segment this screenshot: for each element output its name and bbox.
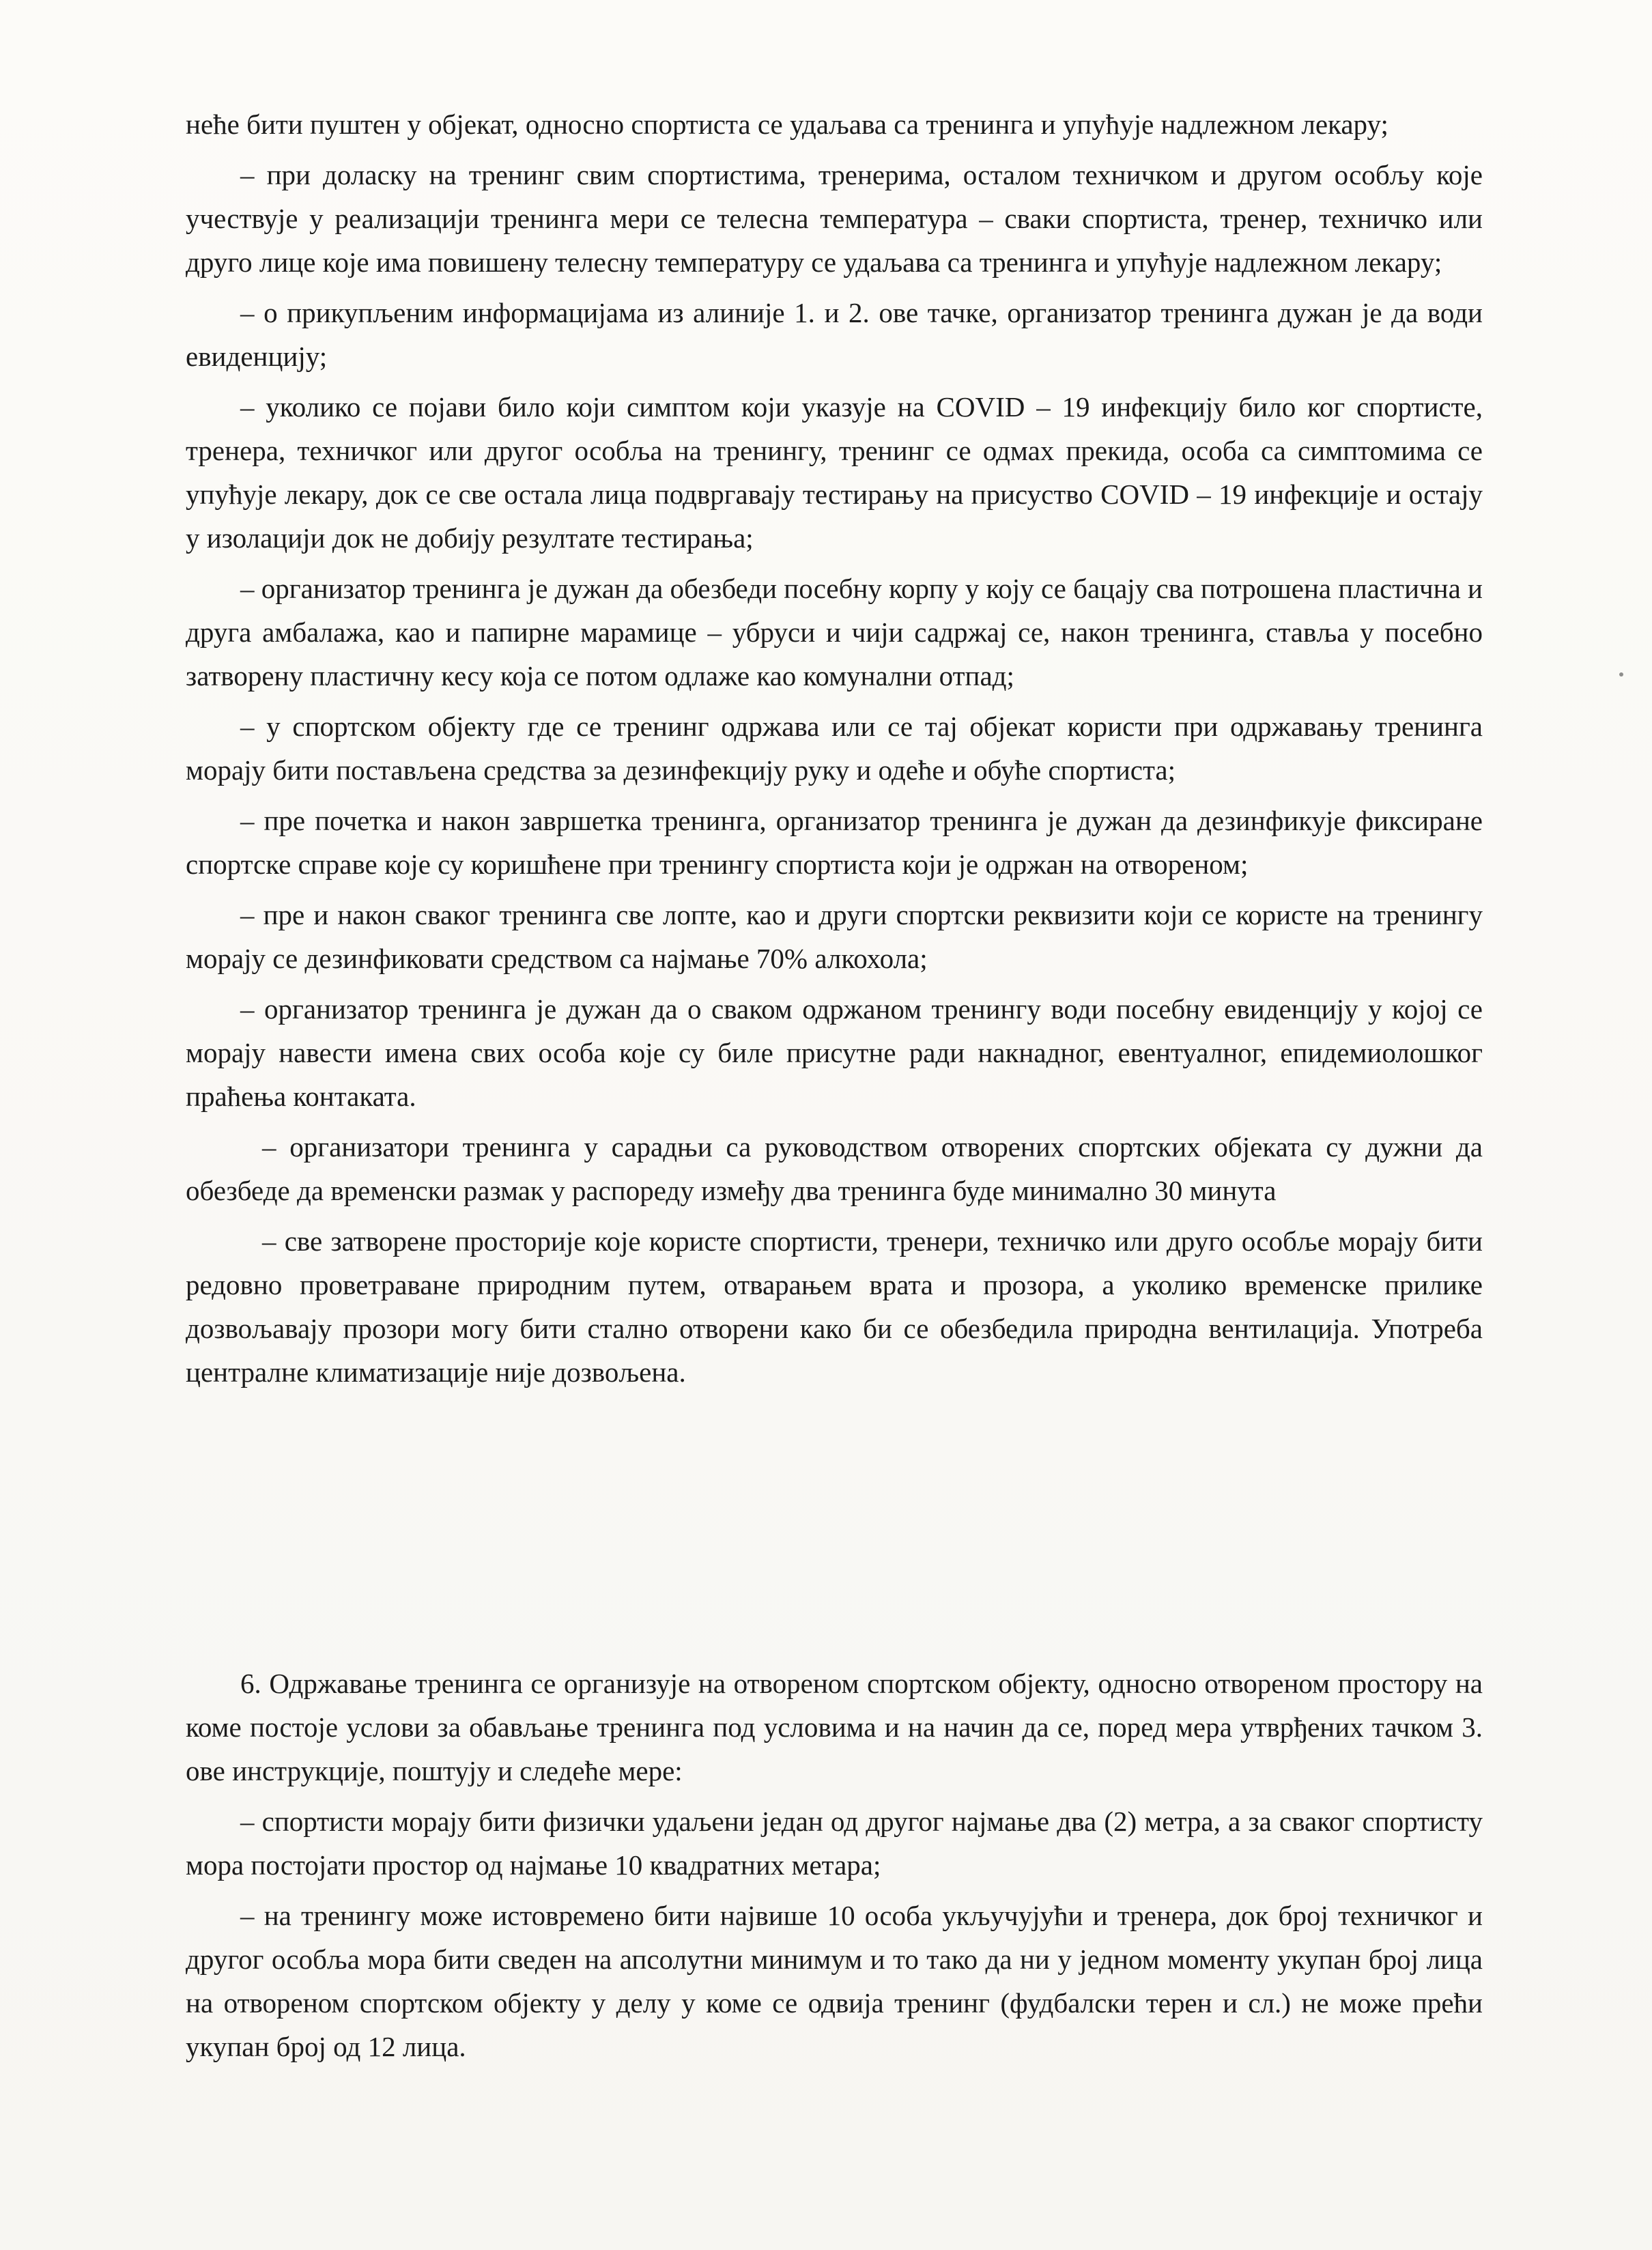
scan-speck [1619, 672, 1623, 677]
paragraph-ventilation: – све затворене просторије које користе спортисти, тренери, техничко или друго особље морају бити редовно проветраване природним путем, отварањем врата и прозора, а уколико временске прилике дозвољавају прозори могу бити стално отворени како би се обезбедила природна вентилација. Употреба централне климатизације није дозвољена. [186, 1225, 1483, 1388]
paragraph-records: – о прикупљеним информацијама из алиније 1. и 2. ове тачке, организатор тренинга дужан је да води евиденцију; [186, 297, 1483, 372]
paragraph-covid-symptoms: – уколико се појави било који симптом који указује на COVID – 19 инфекцију било ког спортисте, тренера, техничког или другог особља на тренингу, тренинг се одмах прекида, особа са симптомима се упућује лекару, док се све остала лица подвргавају тестирању на присуство COVID – 19 инфекције и остају у изолацији док не добију резултате тестирања; [186, 391, 1483, 554]
paragraph-balls-disinfection: – пре и након сваког тренинга све лопте, као и други спортски реквизити који се користе на тренингу морају се дезинфиковати средством са најмање 70% алкохола; [186, 899, 1483, 974]
section-outdoor-training [186, 1662, 1483, 2075]
paragraph-intro-continuation: неће бити пуштен у објекат, односно спортиста се удаљава са тренинга и упућује надлежном лекару; [186, 109, 1388, 140]
paragraph-distance: – спортисти морају бити физички удаљени један од другог најмање два (2) метра, а за сваког спортисту мора постојати простор од најмање 10 квадратних метара; [186, 1806, 1483, 1881]
paragraph-waste-basket: – организатор тренинга је дужан да обезбеди посебну корпу у коју се бацају сва потрошена пластична и друга амбалажа, као и папирне марамице – убруси и чији садржај се, након тренинга, ставља у посебно затворену пластичну кесу која се потом одлаже као комунални отпад; [186, 573, 1483, 692]
paragraph-attendance-records: – организатор тренинга је дужан да о сваком одржаном тренингу води посебну евиденцију у којој се морају навести имена свих особа које су биле присутне ради накнадног, евентуалног, епидемиолошког праћења контаката. [186, 993, 1483, 1112]
paragraph-point-6: 6. Одржавање тренинга се организује на отвореном спортском објекту, односно отвореном простору на коме постоје услови за обављање тренинга под условима и на начин да се, поред мера утврђених тачком 3. ове инструкције, поштују и следеће мере: [186, 1668, 1483, 1786]
paragraph-equipment-disinfection: – пре почетка и након завршетка тренинга, организатор тренинга је дужан да дезинфикује фиксиране спортске справе које су коришћене при тренингу спортиста који је одржан на отвореном; [186, 805, 1483, 880]
section-hygiene-measures [186, 102, 1483, 1401]
paragraph-temperature-check: – при доласку на тренинг свим спортистима, тренерима, осталом техничком и другом особљу које учествује у реализацији тренинга мери се телесна температура – сваки спортиста, тренер, техничко или друго лице које има повишену телесну температуру се удаљава са тренинга и упућује надлежном лекару; [186, 159, 1483, 278]
paragraph-time-gap: – организатори тренинга у сарадњи са руководством отворених спортских објеката су дужни да обезбеде да временски размак у распореду између два тренинга буде минимално 30 минута [186, 1131, 1483, 1206]
paragraph-disinfectant: – у спортском објекту где се тренинг одржава или се тај објекат користи при одржавању тренинга морају бити постављена средства за дезинфекцију руку и одеће и обуће спортиста; [186, 711, 1483, 786]
paragraph-max-persons: – на тренингу може истовремено бити највише 10 особа укључујући и тренера, док број техничког и другог особља мора бити сведен на апсолутни минимум и то тако да ни у једном моменту укупан број лица на отвореном спортском објекту у делу у коме се одвија тренинг (фудбалски терен и сл.) не може прећи укупан број од 12 лица. [186, 1900, 1483, 2062]
